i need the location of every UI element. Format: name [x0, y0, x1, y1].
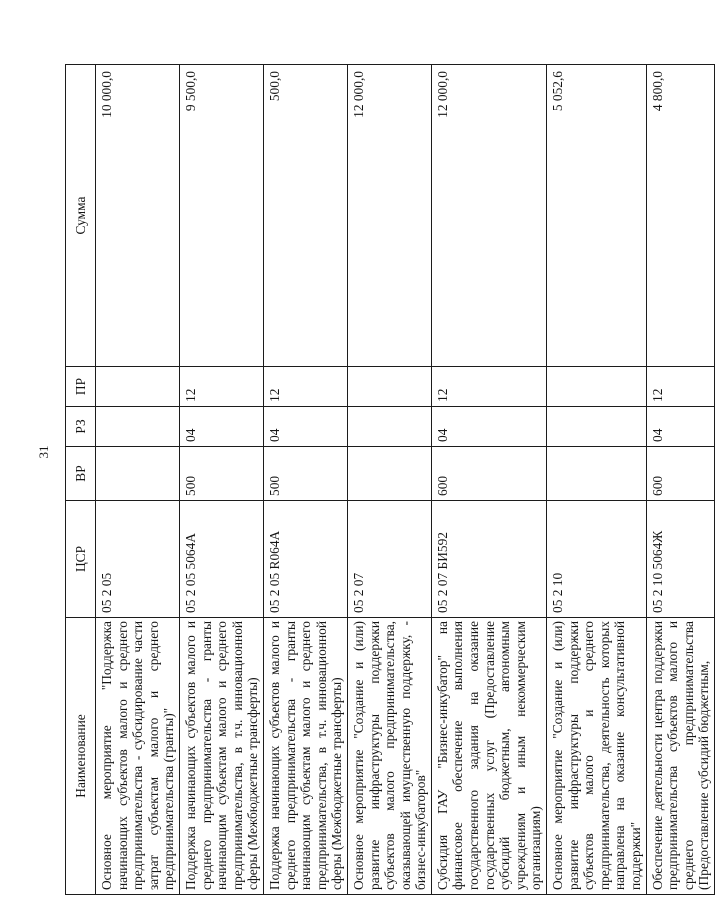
cell-vr [347, 447, 431, 501]
cell-pr: 12 [431, 367, 546, 407]
cell-name: Основное мероприятие "Создание и (или) развитие инфраструктуры поддержки субъектов малого предпринимательства, оказывающей имущественную поддержку, - бизнес-инкубаторов" [347, 618, 431, 895]
cell-pr [347, 367, 431, 407]
cell-name: Основное мероприятие "Поддержка начинающих субъектов малого и среднего предпринимательства - субсидирование части затрат субъектам малого и среднего предпринимательства (гранты)" [96, 618, 180, 895]
header-rz: РЗ [66, 407, 96, 447]
table-row [179, 65, 263, 895]
cell-csr: 05 2 10 [547, 501, 647, 618]
cell-name: Основное мероприятие "Создание и (или) развитие инфраструктуры поддержки субъектов малого и среднего предпринимательства, деятельность которых направлена на оказание консультативной поддержки" [547, 618, 647, 895]
cell-sum: 12 000,0 [431, 65, 546, 367]
cell-sum: 12 000,0 [347, 65, 431, 367]
cell-rz [547, 407, 647, 447]
cell-name: Поддержка начинающих субъектов малого и среднего предпринимательства - гранты начинающим субъектам малого и среднего предпринимательства, в т.ч. инновационной сферы (Межбюджетные трансферты) [263, 618, 347, 895]
cell-rz: 04 [646, 407, 714, 447]
cell-rz [347, 407, 431, 447]
cell-rz: 04 [179, 407, 263, 447]
cell-pr: 12 [179, 367, 263, 407]
budget-table [65, 64, 715, 895]
cell-pr: 12 [263, 367, 347, 407]
cell-pr [96, 367, 180, 407]
cell-vr: 500 [179, 447, 263, 501]
header-csr: ЦСР [66, 501, 96, 618]
cell-sum: 5 052,6 [547, 65, 647, 367]
cell-vr [96, 447, 180, 501]
table-row [431, 65, 546, 895]
cell-pr [547, 367, 647, 407]
table-row [263, 65, 347, 895]
cell-name: Обеспечение деятельности центра поддержки предпринимательства субъектов малого и среднего предпринимательства (Предоставление субсидий бюджетным, [646, 618, 714, 895]
cell-csr: 05 2 07 БИ592 [431, 501, 546, 618]
table-row [96, 65, 180, 895]
cell-sum: 500,0 [263, 65, 347, 367]
cell-rz [96, 407, 180, 447]
cell-vr: 500 [263, 447, 347, 501]
budget-table-wrapper [65, 65, 712, 895]
cell-csr: 05 2 05 R064А [263, 501, 347, 618]
cell-csr: 05 2 07 [347, 501, 431, 618]
table-row [347, 65, 431, 895]
header-pr: ПР [66, 367, 96, 407]
cell-vr: 600 [431, 447, 546, 501]
cell-csr: 05 2 10 5064Ж [646, 501, 714, 618]
cell-name: Субсидия ГАУ "Бизнес-инкубатор" на финансовое обеспечение выполнения государственного задания на оказание государственных услуг (Предоставление субсидий бюджетным, автономным учреждениям и иным некоммерческим организациям) [431, 618, 546, 895]
table-row [646, 65, 714, 895]
header-name: Наименование [66, 618, 96, 895]
cell-pr: 12 [646, 367, 714, 407]
page-number: 31 [36, 445, 51, 459]
cell-name: Поддержка начинающих субъектов малого и среднего предпринимательства - гранты начинающим субъектам малого и среднего предпринимательства, в т.ч. инновационной сферы (Межбюджетные трансферты) [179, 618, 263, 895]
cell-sum: 9 500,0 [179, 65, 263, 367]
cell-vr: 600 [646, 447, 714, 501]
cell-csr: 05 2 05 5064А [179, 501, 263, 618]
cell-csr: 05 2 05 [96, 501, 180, 618]
table-row [547, 65, 647, 895]
cell-rz: 04 [263, 407, 347, 447]
table-header-row [66, 65, 96, 895]
cell-vr [547, 447, 647, 501]
cell-sum: 10 000,0 [96, 65, 180, 367]
header-sum: Сумма [66, 65, 96, 367]
header-vr: ВР [66, 447, 96, 501]
cell-rz: 04 [431, 407, 546, 447]
cell-sum: 4 800,0 [646, 65, 714, 367]
